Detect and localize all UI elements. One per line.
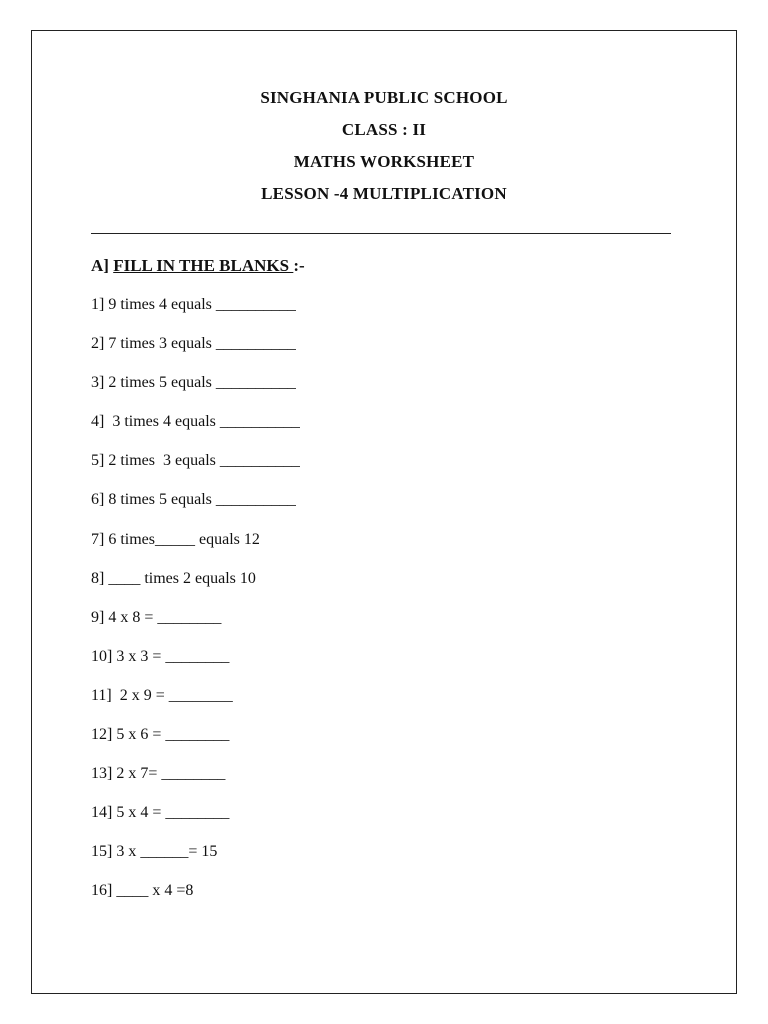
question-item: 12] 5 x 6 = ________ [91,726,230,744]
section-heading [91,256,305,276]
school-name: SINGHANIA PUBLIC SCHOOL [260,88,508,107]
question-item: 7] 6 times_____ equals 12 [91,530,260,548]
lesson-title: LESSON -4 MULTIPLICATION [261,184,507,203]
question-item: 8] ____ times 2 equals 10 [91,569,256,587]
question-list [91,295,300,921]
question-item: 3] 2 times 5 equals __________ [91,374,296,392]
question-item: 14] 5 x 4 = ________ [91,804,230,822]
question-item: 2] 7 times 3 equals __________ [91,335,296,353]
question-item: 16] ____ x 4 =8 [91,882,194,900]
section-title: FILL IN THE BLANKS [113,256,294,275]
question-item: 13] 2 x 7= ________ [91,765,226,783]
class-label: CLASS : II [341,120,427,139]
question-item: 6] 8 times 5 equals __________ [91,491,296,509]
question-item: 5] 2 times 3 equals __________ [91,452,300,470]
section-prefix: A] [91,256,114,275]
question-item: 9] 4 x 8 = ________ [91,608,222,626]
section-suffix: :- [293,256,305,275]
worksheet-title: MATHS WORKSHEET [293,152,475,171]
question-item: 11] 2 x 9 = ________ [91,686,233,704]
question-item: 1] 9 times 4 equals __________ [91,296,296,313]
question-item: 4] 3 times 4 equals __________ [91,413,300,431]
header-divider [91,233,671,234]
question-item: 10] 3 x 3 = ________ [91,647,230,665]
question-item: 15] 3 x ______= 15 [91,843,218,861]
